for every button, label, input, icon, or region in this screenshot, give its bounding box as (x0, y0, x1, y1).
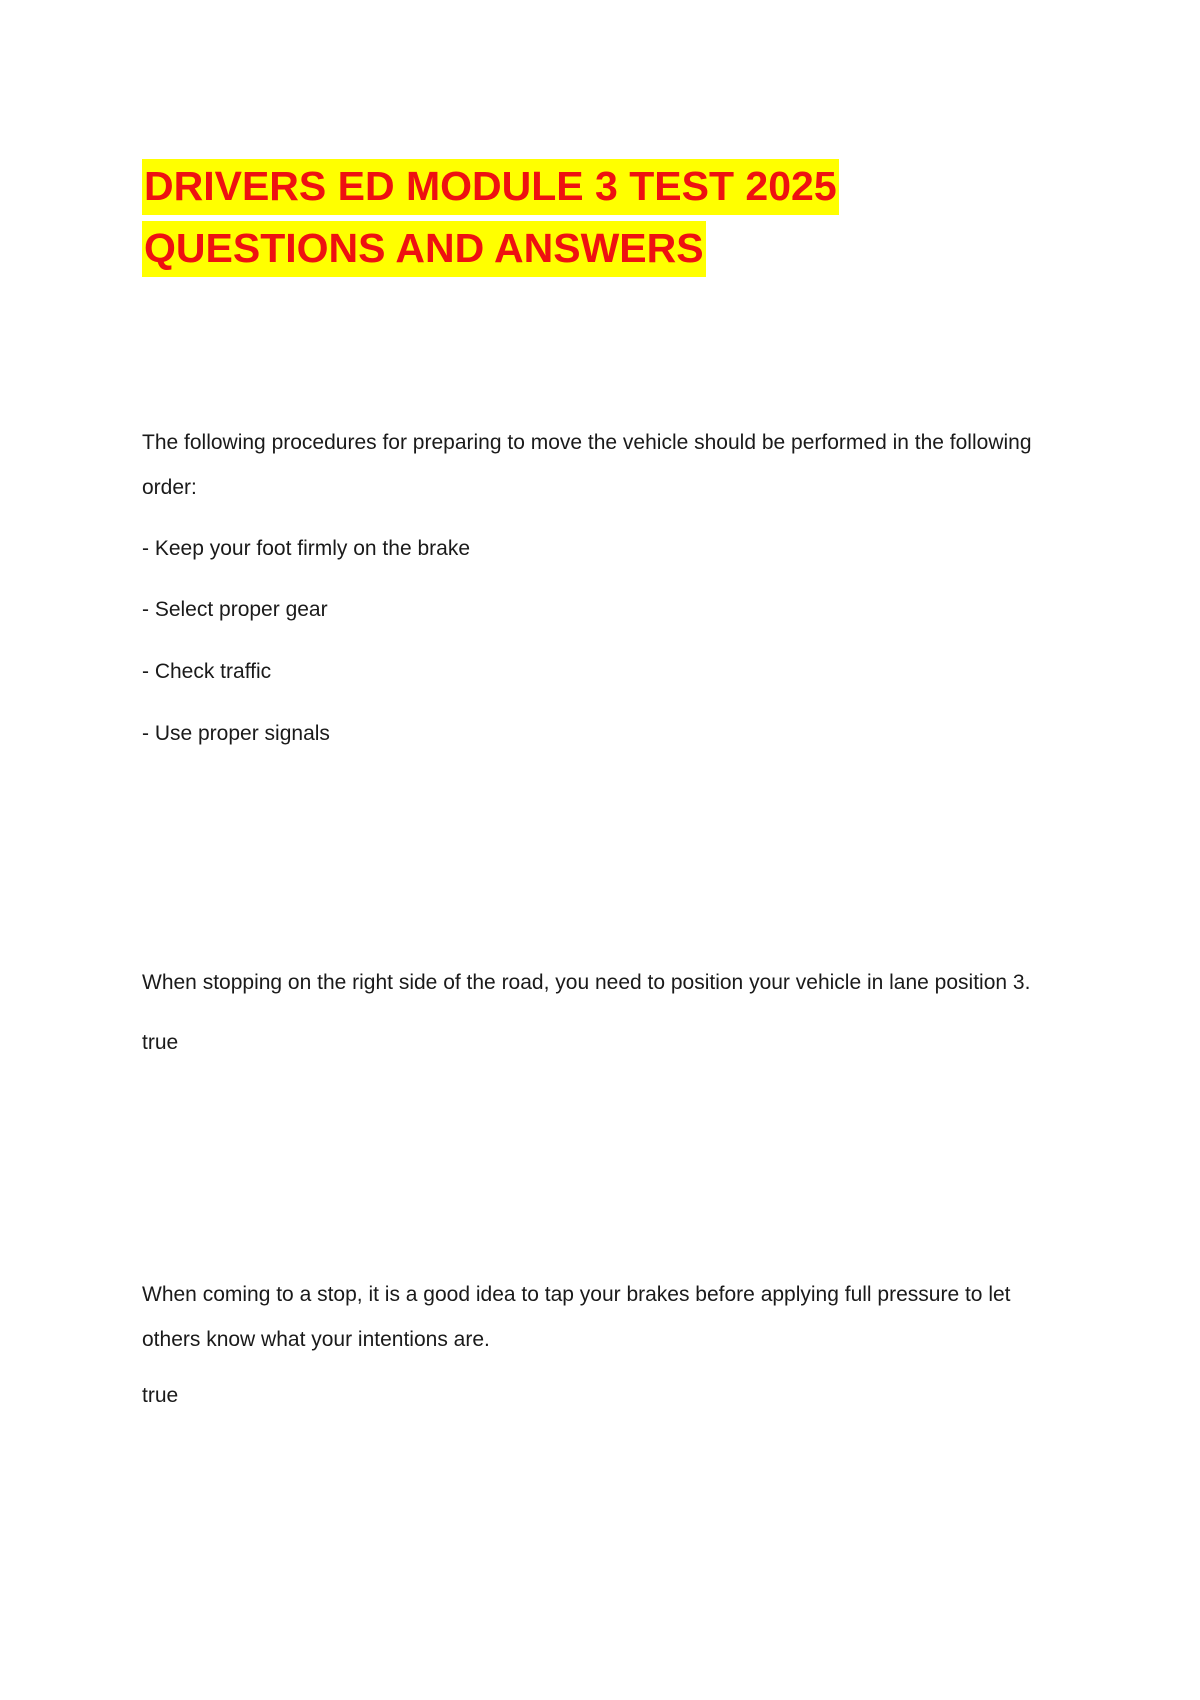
document-title (142, 155, 1042, 279)
question-3-text: When coming to a stop, it is a good idea to tap your brakes before applying full pressure to let others know what your intentions are. (142, 1283, 1011, 1351)
question-3-answer: true (142, 1384, 179, 1407)
question-1-text: The following procedures for preparing to move the vehicle should be performed in the following order: (142, 431, 1032, 499)
question-1-answer-line-3: - Check traffic (142, 660, 272, 683)
question-2-text: When stopping on the right side of the road, you need to position your vehicle in lane position 3. (142, 971, 1031, 994)
question-1-answer-line-4: - Use proper signals (142, 722, 330, 745)
question-2-answer: true (142, 1031, 179, 1054)
question-1-answer-line-2: - Select proper gear (142, 598, 328, 621)
title-line-1: DRIVERS ED MODULE 3 TEST 2025 (142, 159, 839, 215)
question-1-answer-line-1: - Keep your foot firmly on the brake (142, 537, 470, 560)
title-line-2: QUESTIONS AND ANSWERS (142, 221, 706, 277)
